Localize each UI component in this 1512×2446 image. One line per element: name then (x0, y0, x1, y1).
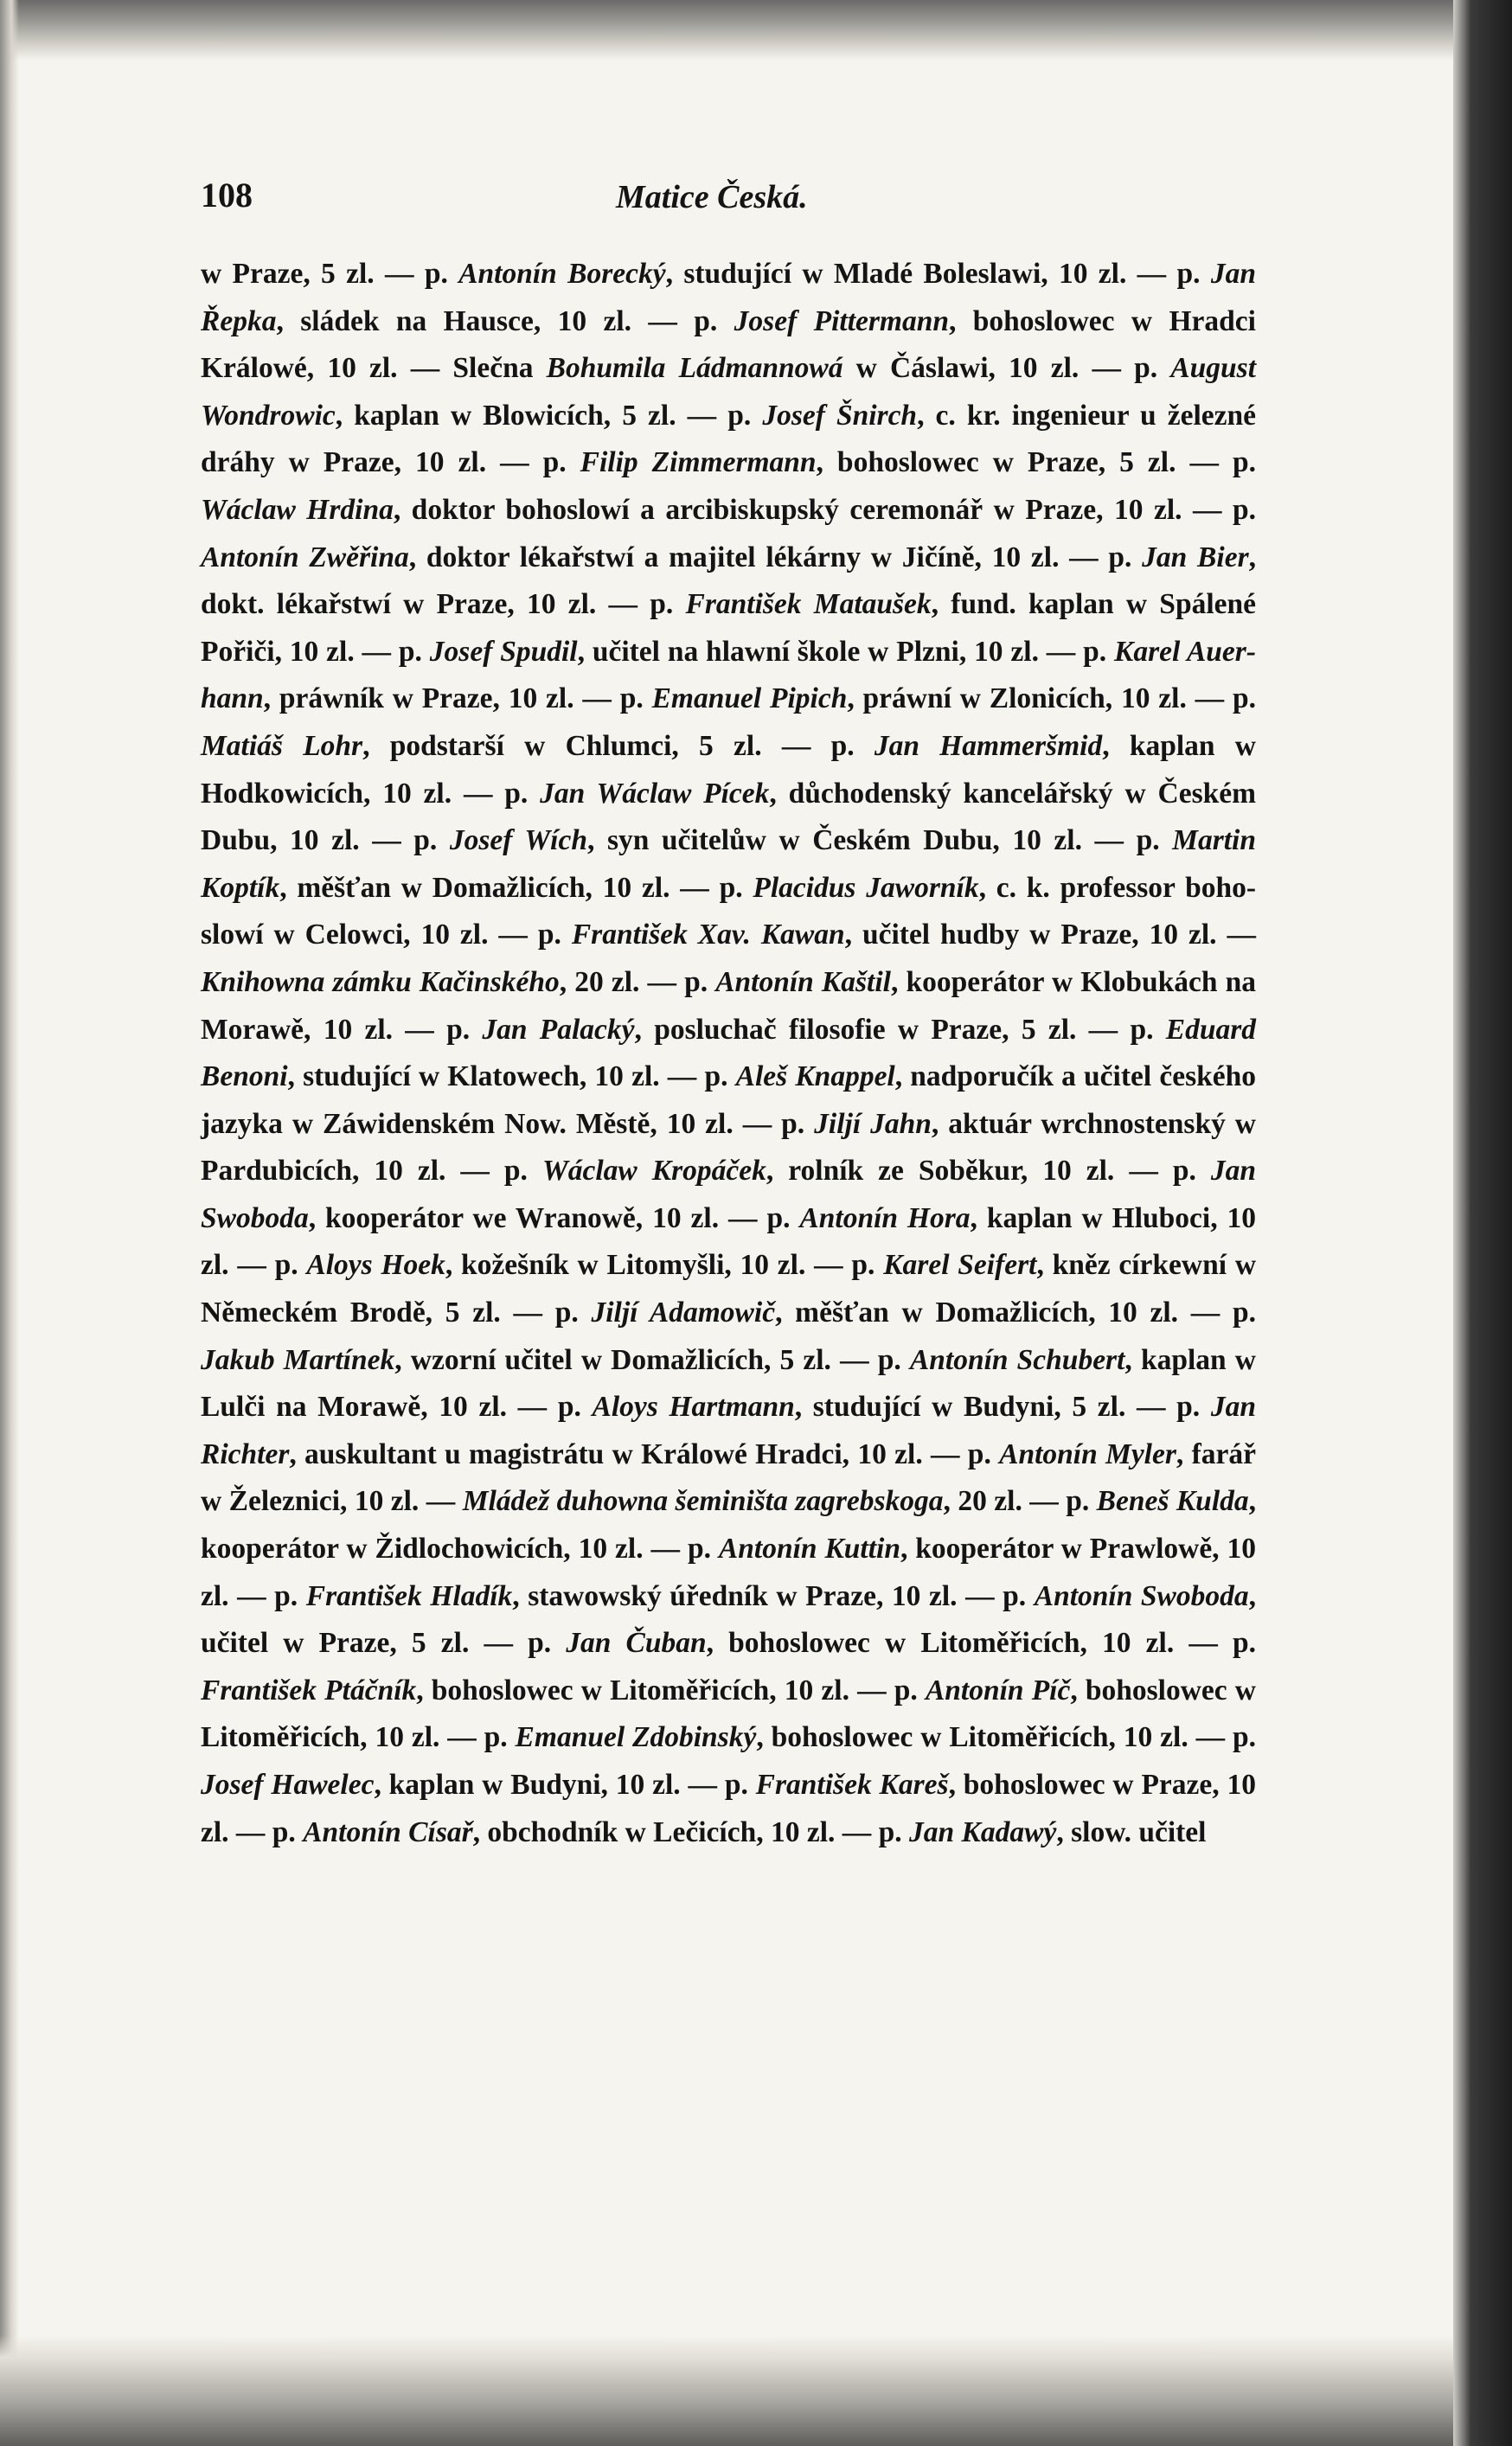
text-run: , kaplan w Hodkowicích, 10 zl. — p. (201, 729, 1256, 810)
text-run: , měšťan w Domažlicích, 10 zl. — p. (775, 1297, 1256, 1329)
text-run: , 20 zl. — p. (943, 1485, 1097, 1518)
text-run: , stawowský úředník w Praze, 10 zl. — p. (512, 1579, 1035, 1612)
text-run: , bohoslowec w Litoměřicích, 10 zl. — p. (201, 1674, 1256, 1754)
text-run: , posluchač filosofie w Praze, 5 zl. — p. (634, 1013, 1166, 1046)
text-run: , učitel w Praze, 5 zl. — p. (201, 1579, 1256, 1660)
contributor-name: Aloys Hoek (306, 1249, 445, 1282)
contributor-name: Josef Šnirch (762, 399, 918, 432)
text-run: w Praze, 5 zl. — p. (201, 258, 459, 290)
contributor-name: Antonín Píč (925, 1674, 1071, 1706)
contributor-name: Eduard Benoni (201, 1013, 1257, 1093)
text-run: , aktuár wrchnostenský w Pardubicích, 10 zl. — p. (201, 1107, 1256, 1188)
text-run: , kaplan w Lulči na Morawě, 10 zl. — p. (201, 1343, 1256, 1424)
page-number: 108 (201, 176, 253, 215)
contributor-name: Josef Spudil (429, 635, 578, 668)
contributor-name: Jan Kadawý (909, 1815, 1057, 1848)
text-run: , studující w Mladé Boleslawi, 10 zl. — p. (665, 258, 1211, 290)
contributor-name: Josef Hawelec (201, 1769, 375, 1801)
contributor-name: František Ptáčník (201, 1674, 417, 1706)
contributor-name: František Hladík (305, 1579, 513, 1612)
text-run: , dokt. lékařstwí w Praze, 10 zl. — p. (201, 541, 1256, 621)
contributor-name: Antonín Kaštil (715, 965, 891, 998)
contributor-name: Antonín Myler (999, 1438, 1176, 1470)
contributor-name: Jiljí Jahn (814, 1107, 932, 1140)
contributor-name: Josef Wích (449, 824, 587, 857)
text-run: , bohoslowec w Hradci Králowé, 10 zl. — Slečna (201, 304, 1256, 385)
text-run: , sládek na Hausce, 10 zl. — p. (276, 304, 734, 337)
text-run: , slow. učitel (1056, 1815, 1207, 1848)
text-run: , doktor lékařstwí a majitel lékárny w Jičíně, 10 zl. — p. (408, 541, 1143, 573)
text-run: , kaplan w Blowicích, 5 zl. — p. (335, 399, 763, 432)
text-run: , obchodník w Lečicích, 10 zl. — p. (472, 1815, 910, 1848)
contributor-name: Wáclaw Hrdina (201, 493, 394, 526)
contributor-name: Karel Auerhann (201, 635, 1256, 715)
text-run: , nadporučík a učitel českého jazyka w Záwidenském Now. Městě, 10 zl. — p. (201, 1060, 1257, 1140)
contributor-name: Antonín Borecký (458, 258, 666, 290)
text-run: , bohoslowec w Praze, 10 zl. — p. (201, 1769, 1256, 1848)
text-run: , bohoslowec w Litoměřicích, 10 zl. — p. (706, 1627, 1256, 1660)
contributor-name: Filip Zimmermann (580, 446, 817, 479)
contributor-name: Antonín Zwěřina (201, 541, 409, 573)
contributor-name: Jan Palacký (482, 1013, 635, 1046)
contributor-name: Jan Richter (201, 1391, 1256, 1470)
text-run: , studující w Klatowech, 10 zl. — p. (287, 1060, 736, 1093)
text-run: , práwník w Praze, 10 zl. — p. (263, 682, 652, 715)
text-run: , bohoslowec w Praze, 5 zl. — p. (816, 446, 1256, 479)
contributor-name: Jan Bier (1142, 541, 1249, 573)
text-run: , učitel hudby w Praze, 10 zl. — (844, 919, 1256, 951)
text-run: , studující w Budyni, 5 zl. — p. (794, 1391, 1211, 1424)
text-run: , měšťan w Domažlicích, 10 zl. — p. (279, 871, 753, 904)
body-paragraph (201, 251, 1256, 1856)
text-run: , doktor bohoslowí a arcibiskupský ceremonář w Praze, 10 zl. — p. (393, 493, 1256, 526)
contributor-name: Antonín Císař (303, 1815, 473, 1848)
contributor-name: Martin Koptík (201, 824, 1256, 904)
text-run: , rolník ze Soběkur, 10 zl. — p. (766, 1155, 1211, 1188)
text-run: , kaplan w Budyni, 10 zl. — p. (374, 1769, 756, 1801)
text-run: , auskultant u magistrátu w Králowé Hradci, 10 zl. — p. (289, 1438, 1000, 1470)
contributor-name: Jan Swoboda (201, 1155, 1256, 1234)
contributor-name: Matiáš Lohr (201, 729, 363, 762)
contributor-name: Antonín Schubert (909, 1343, 1125, 1376)
contributor-name: Jan Řepka (201, 258, 1256, 337)
text-run: , kooperátor w Prawlowě, 10 zl. — p. (201, 1533, 1257, 1612)
text-run: , c. k. professor bohoslowí w Celowci, 10 zl. — p. (201, 871, 1256, 951)
contributor-name: Aloys Hartmann (592, 1391, 795, 1424)
contributor-name: Mládež duhowna šeminišta zagrebskoga (462, 1485, 944, 1518)
contributor-name: Emanuel Zdobinský (515, 1721, 757, 1754)
text-run: , bohoslowec w Litoměřicích, 10 zl. — p. (416, 1674, 926, 1706)
contributor-name: August Wondrowic (201, 352, 1256, 432)
contributor-name: Knihowna zámku Kačinského (201, 965, 560, 998)
contributor-name: Jan Čuban (566, 1627, 707, 1660)
text-run: , práwní w Zlonicích, 10 zl. — p. (847, 682, 1256, 715)
contributor-name: Jan Wáclaw Pícek (540, 777, 770, 810)
contributor-name: František Xav. Kawan (571, 919, 845, 951)
text-run: , kaplan w Hluboci, 10 zl. — p. (201, 1201, 1257, 1282)
text-run: , bohoslowec w Litoměřicích, 10 zl. — p. (756, 1721, 1256, 1754)
scan-bottom-edge (0, 2335, 1462, 2446)
scan-top-edge (0, 0, 1462, 61)
contributor-name: Antonín Swoboda (1034, 1579, 1249, 1612)
contributor-name: Bohumila Ládmannowá (546, 352, 843, 385)
text-run: , důchodenský kancelářský w Českém Dubu, 10 zl. — p. (201, 777, 1257, 857)
contributor-name: Wáclaw Kropáček (541, 1155, 766, 1188)
contributor-name: Placidus Jaworník (753, 871, 979, 904)
text-run: , c. kr. ingenieur u železné dráhy w Praze, 10 zl. — p. (201, 399, 1257, 479)
contributor-name: Jakub Martínek (201, 1343, 395, 1376)
text-run: , farář w Železnici, 10 zl. — (201, 1438, 1256, 1518)
text-run: , kooperátor we Wranowě, 10 zl. — p. (308, 1201, 800, 1234)
scan-left-edge (0, 0, 19, 2446)
text-run: , kooperátor w Židlochowicích, 10 zl. — p. (201, 1485, 1257, 1566)
scan-right-shadow (1453, 0, 1512, 2446)
text-run: , kooperátor w Klobukách na Morawě, 10 zl. — p. (201, 965, 1256, 1046)
contributor-name: Beneš Kulda (1096, 1485, 1249, 1518)
contributor-name: Jan Hammeršmid (874, 729, 1103, 762)
text-run: , 20 zl. — p. (559, 965, 716, 998)
running-title: Matice Česká. (616, 179, 808, 215)
contributor-name: František Mataušek (685, 588, 932, 621)
running-head (201, 175, 1256, 227)
contributor-name: Antonín Hora (799, 1201, 971, 1234)
text-run: , fund. kaplan w Spálené Pořiči, 10 zl. — p. (201, 588, 1256, 668)
contributor-name: Jiljí Adamowič (591, 1297, 776, 1329)
contributor-name: Antonín Kuttin (718, 1533, 900, 1566)
contributor-name: Karel Seifert (883, 1249, 1037, 1282)
text-run: , wzorní učitel w Domažlicích, 5 zl. — p. (394, 1343, 910, 1376)
contributor-name: František Kareš (755, 1769, 949, 1801)
text-run: , kněz církewní w Německém Brodě, 5 zl. — p. (201, 1249, 1257, 1329)
contributor-name: Emanuel Pipich (651, 682, 848, 715)
contributor-name: Josef Pittermann (734, 304, 949, 337)
text-run: , podstarší w Chlumci, 5 zl. — p. (362, 729, 875, 762)
contributor-name: Aleš Knappel (735, 1060, 895, 1093)
text-run: , syn učitelůw w Českém Dubu, 10 zl. — p. (587, 824, 1173, 857)
text-run: , učitel na hlawní škole w Plzni, 10 zl. — p. (577, 635, 1115, 668)
text-run: w Čáslawi, 10 zl. — p. (842, 352, 1171, 385)
text-run: , kožešník w Litomyšli, 10 zl. — p. (445, 1249, 884, 1282)
